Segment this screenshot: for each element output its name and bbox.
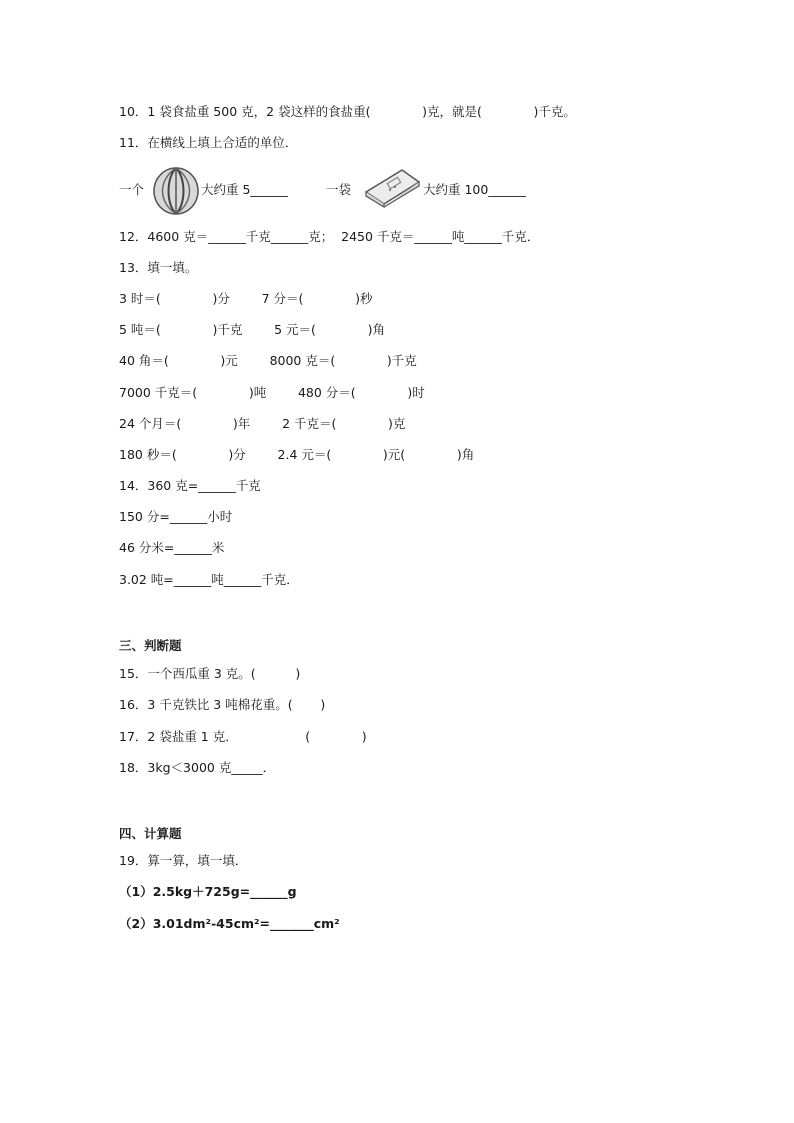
q13-item: 24 个月＝( )年 2 千克＝( )克 [119,416,406,431]
q11-line: 11．在横线上填上合适的单位． [119,135,298,150]
q19-line: 19．算一算，填一填． [119,853,248,868]
q17-line: 17．2 袋盐重 1 克． ( ) [119,729,367,744]
q12-line: 12．4600 克＝______千克______克； 2450 千克＝______吨______千克． [119,229,540,244]
q13-item: 40 角＝( )元 8000 克＝( )千克 [119,353,417,368]
q13-line: 13．填一填。 [119,260,198,275]
section-3-heading: 三、判断题 [119,638,182,653]
watermelon-icon [152,166,200,216]
q13-item: 3 时＝( )分 7 分＝( )秒 [119,291,373,306]
q14-item: 3.02 吨=______吨______千克． [119,572,299,587]
salt-bag-icon [362,166,422,208]
q13-item: 180 秒＝( )分 2.4 元＝( )元( )角 [119,447,475,462]
q14-item: 150 分=______小时 [119,509,233,524]
q11-suffix-a: 大约重 5______ [201,182,288,197]
q10-line: 10．1 袋食盐重 500 克，2 袋这样的食盐重( )克，就是( )千克。 [119,104,576,119]
q15-line: 15．一个西瓜重 3 克。( ) [119,666,301,681]
q13-item: 5 吨＝( )千克 5 元＝( )角 [119,322,385,337]
section-4-heading: 四、计算题 [119,826,182,841]
q16-line: 16．3 千克铁比 3 吨棉花重。( ) [119,697,326,712]
q14-item: 46 分米=______米 [119,540,225,555]
q11-prefix-a: 一个 [119,182,145,197]
q14-line: 14．360 克=______千克 [119,478,261,493]
q19-item: （2）3.01dm²-45cm²=_______cm² [119,916,340,931]
q13-item: 7000 千克＝( )吨 480 分＝( )时 [119,385,425,400]
q19-item: （1）2.5kg＋725g=______g [119,884,297,899]
q11-suffix-b: 大约重 100______ [423,182,526,197]
q18-line: 18．3kg＜3000 克_____． [119,760,276,775]
q11-prefix-b: 一袋 [326,182,352,197]
